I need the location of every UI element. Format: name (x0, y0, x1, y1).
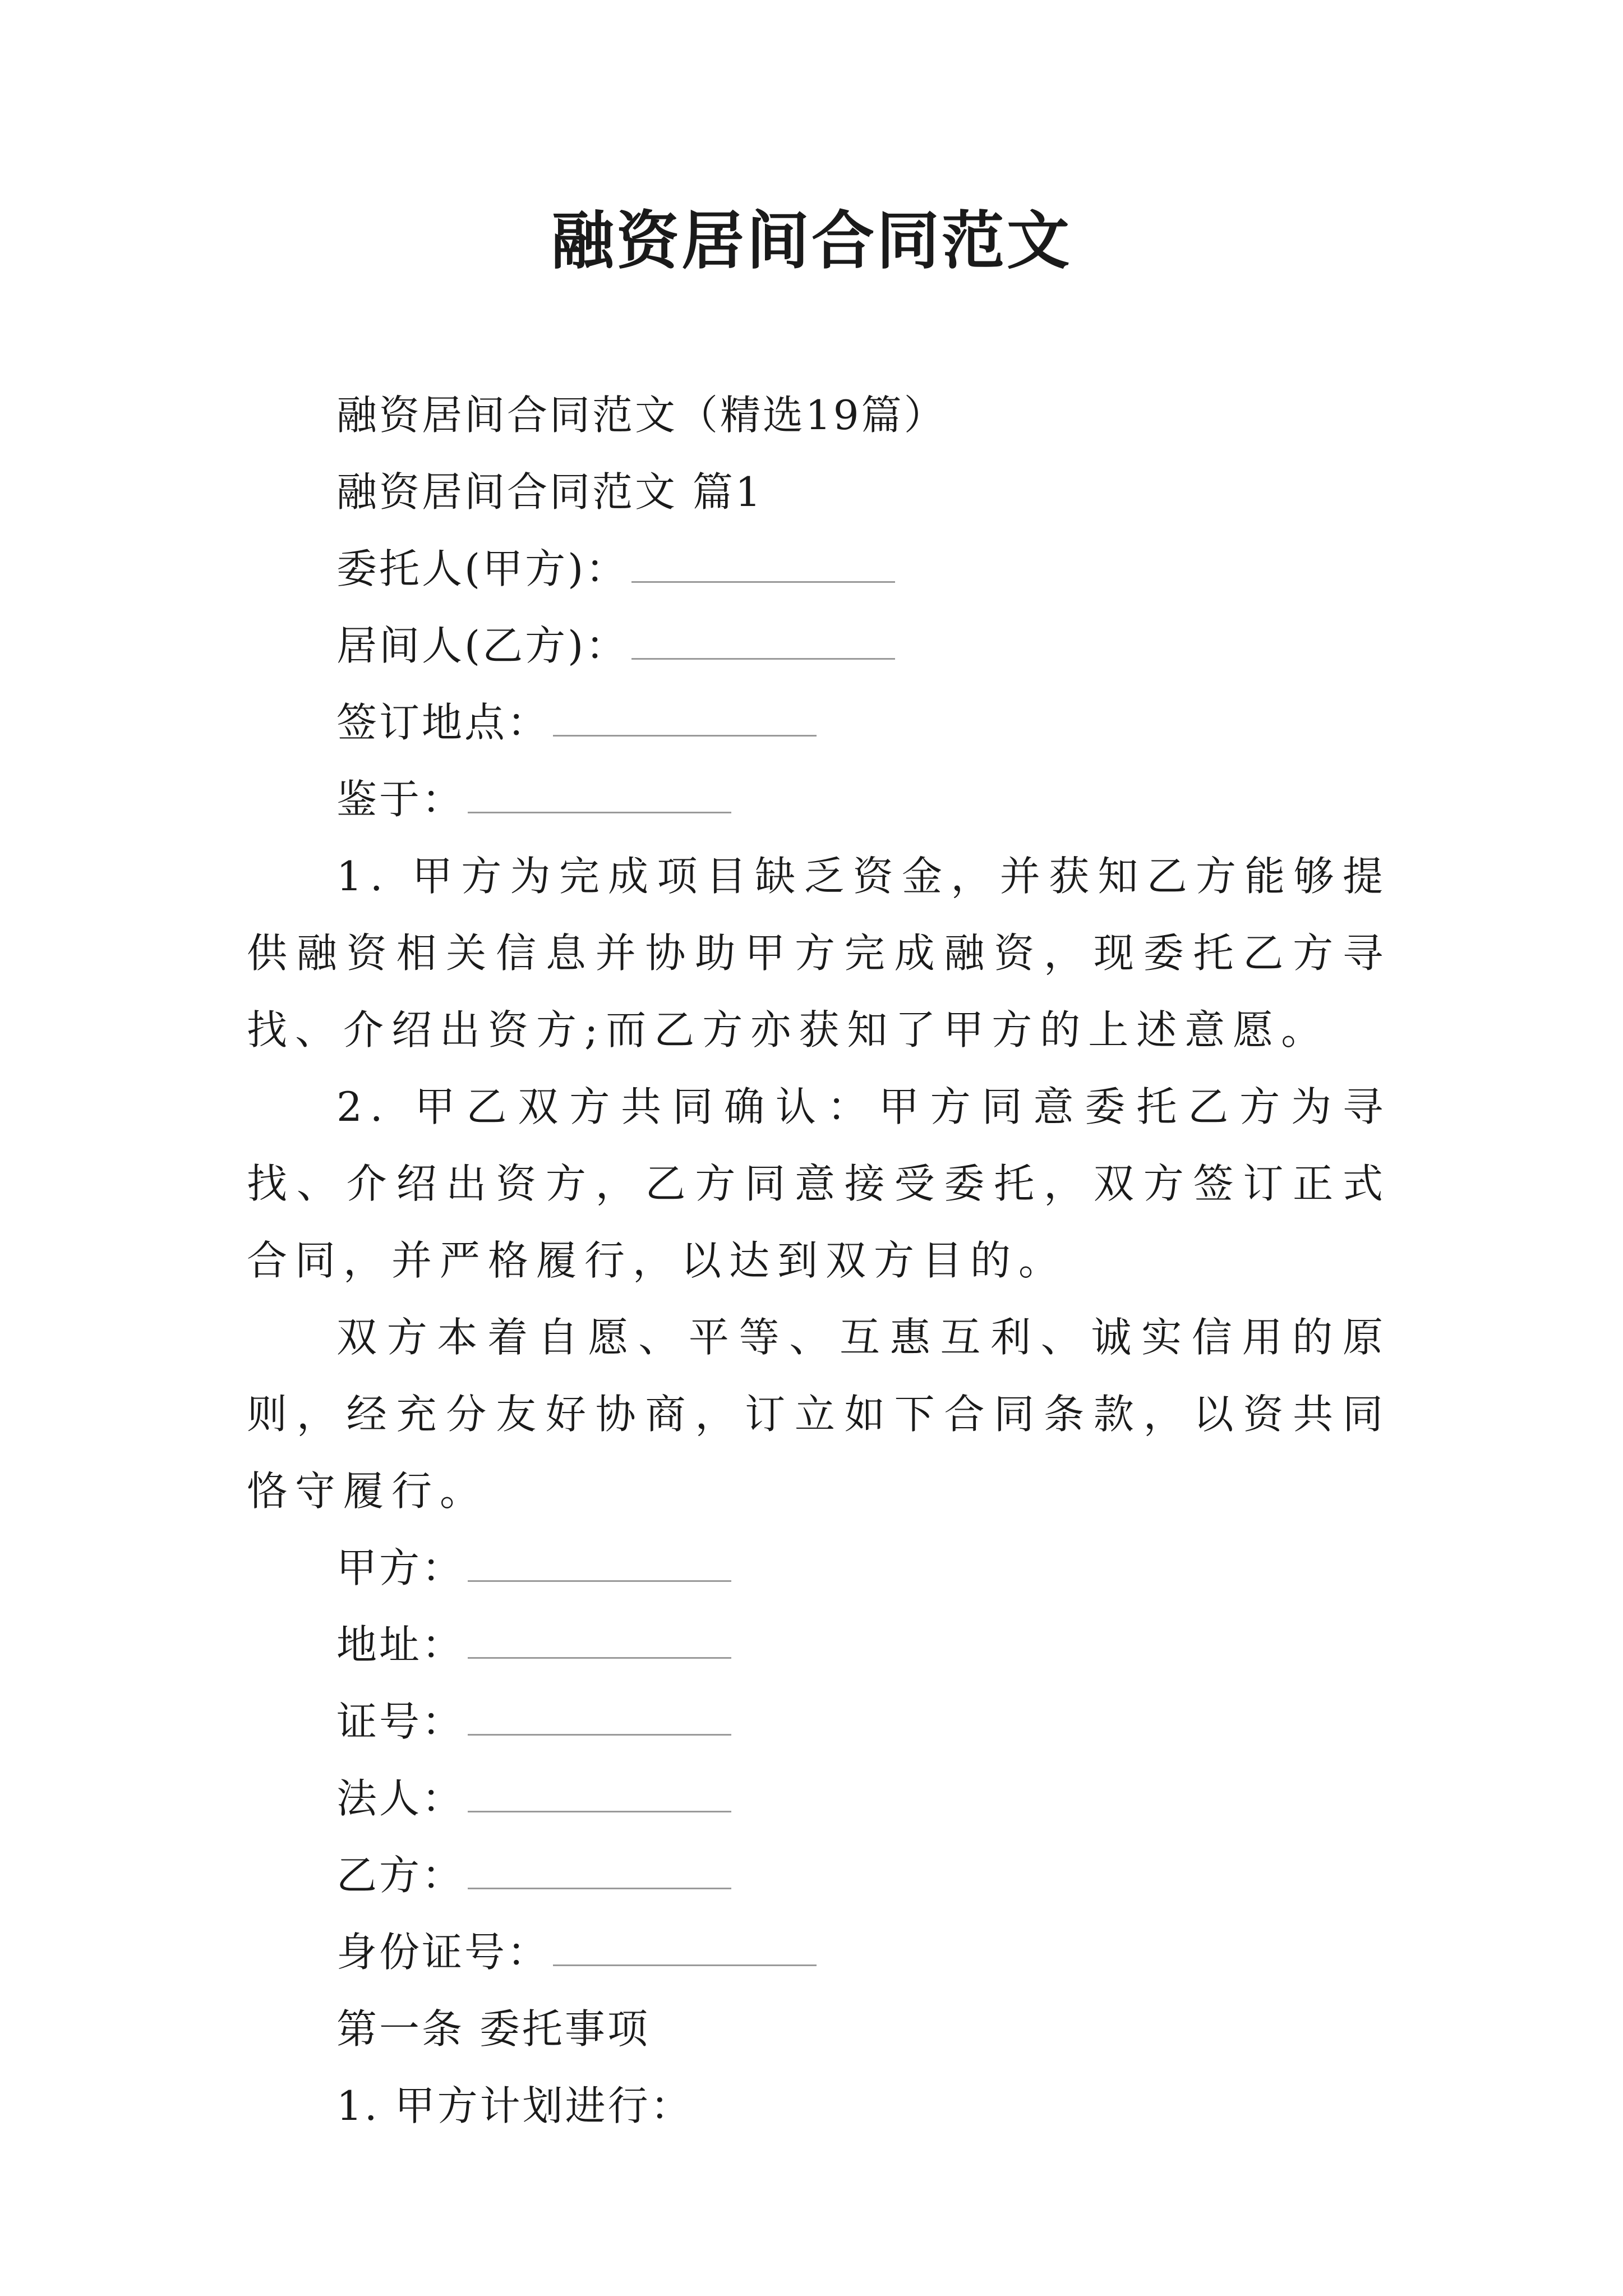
field-label: 居间人(乙方)： (336, 622, 629, 669)
field-label: 地址： (336, 1621, 465, 1668)
paragraph-1: 1. 甲方为完成项目缺乏资金，并获知乙方能够提供融资相关信息并协助甲方完成融资，现委托乙方寻找、介绍出资方;而乙方亦获知了甲方的上述意愿。 (247, 853, 1391, 1053)
field-label: 乙方： (336, 1852, 465, 1899)
field-label: 鉴于： (336, 776, 465, 823)
field-address (247, 1607, 1391, 1683)
fill-in-blank (468, 1777, 731, 1812)
fill-in-blank (468, 778, 731, 813)
field-signing-place (247, 684, 1391, 761)
field-label: 甲方： (336, 1544, 465, 1591)
document-title: 融资居间合同范文 (551, 204, 1072, 278)
field-broker (247, 608, 1391, 684)
field-label: 法人： (336, 1775, 465, 1822)
fill-in-blank (468, 1623, 731, 1659)
field-party-b (247, 1837, 1391, 1914)
field-client (247, 531, 1391, 608)
fill-in-blank (468, 1854, 731, 1889)
field-party-a (247, 1530, 1391, 1607)
field-label: 委托人(甲方)： (336, 545, 629, 592)
fill-in-blank (631, 547, 895, 583)
field-whereas (247, 761, 1391, 838)
fill-in-blank (468, 1547, 731, 1582)
document-body (247, 377, 1391, 2145)
field-label: 证号： (336, 1698, 465, 1745)
document-subtitle: 融资居间合同范文（精选19篇） (336, 392, 947, 439)
fill-in-blank (631, 624, 895, 660)
section-heading: 融资居间合同范文 篇1 (336, 468, 763, 516)
fill-in-blank (468, 1700, 731, 1736)
field-certificate-number (247, 1683, 1391, 1760)
field-id-number (247, 1914, 1391, 1991)
article-item: 1. 甲方计划进行： (336, 2082, 693, 2129)
field-label: 身份证号： (336, 1929, 550, 1976)
fill-in-blank (553, 701, 817, 737)
paragraph-2: 2. 甲乙双方共同确认：甲方同意委托乙方为寻找、介绍出资方，乙方同意接受委托，双方签订正式合同，并严格履行，以达到双方目的。 (247, 1083, 1391, 1284)
article-heading: 第一条 委托事项 (336, 2005, 650, 2053)
field-label: 签订地点： (336, 699, 550, 746)
field-legal-person (247, 1760, 1391, 1837)
paragraph-3: 双方本着自愿、平等、互惠互利、诚实信用的原则，经充分友好协商，订立如下合同条款，以资共同恪守履行。 (247, 1314, 1391, 1515)
fill-in-blank (553, 1931, 817, 1966)
